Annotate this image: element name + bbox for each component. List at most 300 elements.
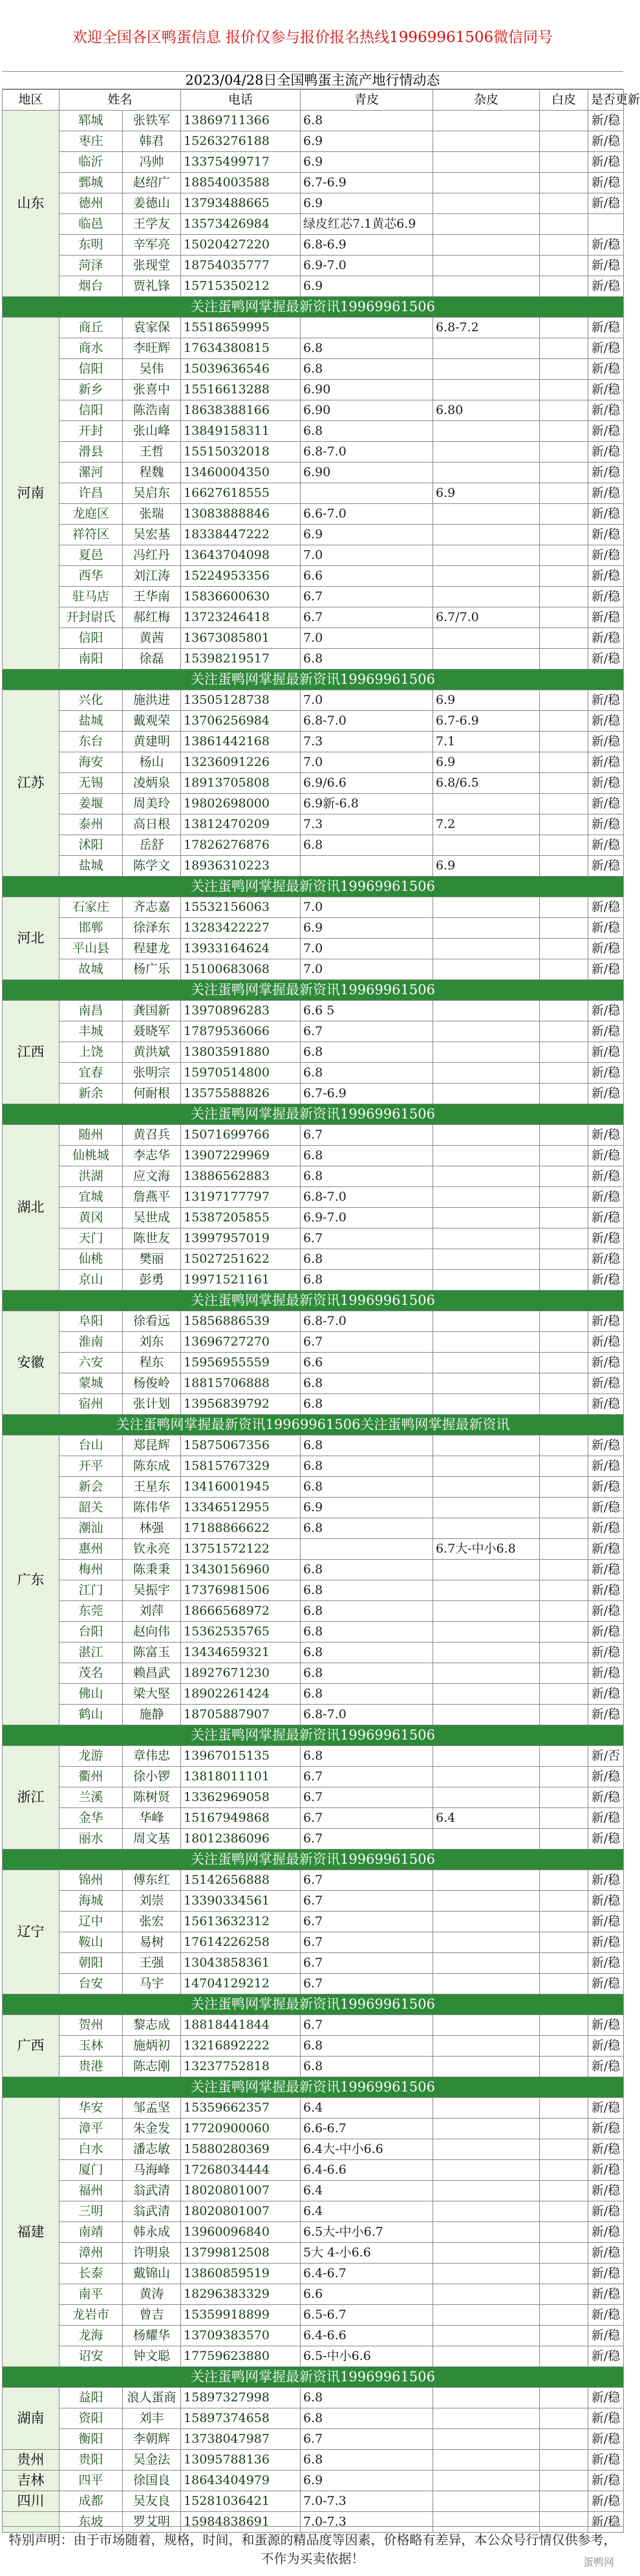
green-shell-price: 6.8 <box>301 1435 433 1456</box>
mixed-shell-price <box>433 628 540 649</box>
city-cell: 西华 <box>59 566 123 587</box>
mixed-shell-price <box>433 2160 540 2181</box>
city-cell: 金华 <box>59 1808 123 1829</box>
mixed-shell-price <box>433 1953 540 1974</box>
table-row <box>3 359 624 380</box>
table-row <box>3 173 624 193</box>
mixed-shell-price: 6.80 <box>433 400 540 421</box>
green-shell-price: 6.7 <box>301 1829 433 1850</box>
update-status <box>588 214 624 235</box>
table-row <box>3 1001 624 1021</box>
contact-name: 马海峰 <box>123 2160 181 2181</box>
city-cell: 华安 <box>59 2098 123 2119</box>
mixed-shell-price <box>433 2036 540 2057</box>
mixed-shell-price: 6.4 <box>433 1808 540 1829</box>
city-cell: 江门 <box>59 1580 123 1601</box>
mixed-shell-price <box>433 1498 540 1518</box>
city-cell: 枣庄 <box>59 131 123 152</box>
table-row <box>3 2015 624 2036</box>
update-status: 新/稳 <box>588 628 624 649</box>
phone-number: 15398219517 <box>181 649 301 670</box>
phone-number: 13460004350 <box>181 463 301 483</box>
table-row <box>3 152 624 173</box>
phone-number: 13362969058 <box>181 1787 301 1808</box>
green-shell-price: 6.5-6.7 <box>301 2305 433 2326</box>
contact-name: 徐磊 <box>123 649 181 670</box>
green-shell-price: 6.8 <box>301 1394 433 1415</box>
mixed-shell-price <box>433 1870 540 1891</box>
update-status: 新/稳 <box>588 1435 624 1456</box>
ad-banner: 关注蛋鸭网掌握最新资讯19969961506 <box>3 1994 624 2015</box>
table-row <box>3 835 624 856</box>
phone-number: 13573426984 <box>181 214 301 235</box>
green-shell-price: 6.8 <box>301 1684 433 1705</box>
white-shell-price <box>540 193 588 214</box>
phone-number: 18705887907 <box>181 1705 301 1725</box>
green-shell-price: 6.7-6.9 <box>301 1084 433 1104</box>
contact-name: 赵向伟 <box>123 1622 181 1643</box>
update-status: 新/稳 <box>588 1063 624 1084</box>
phone-number: 13751572122 <box>181 1539 301 1560</box>
contact-name: 华峰 <box>123 1808 181 1829</box>
white-shell-price <box>540 566 588 587</box>
mixed-shell-price <box>433 2450 540 2471</box>
region-label: 河南 <box>3 318 59 670</box>
mixed-shell-price <box>433 1146 540 1166</box>
white-shell-price <box>540 1622 588 1643</box>
green-shell-price: 6.4-6.6 <box>301 2160 433 2181</box>
green-shell-price: 6.8 <box>301 1146 433 1166</box>
table-row <box>3 1166 624 1187</box>
phone-number: 18913705808 <box>181 773 301 794</box>
banner-text: 欢迎全国各区鸭蛋信息 报价仅参与报价报名热线19969961506微信同号 <box>72 28 553 46</box>
white-shell-price <box>540 1477 588 1498</box>
phone-number: 15984838691 <box>181 2512 301 2533</box>
contact-name: 陈秉秉 <box>123 1560 181 1580</box>
green-shell-price: 6.8 <box>301 1373 433 1394</box>
table-row <box>3 2036 624 2057</box>
green-shell-price: 6.7 <box>301 1228 433 1249</box>
table-row <box>3 2429 624 2450</box>
phone-number: 18012386096 <box>181 1829 301 1850</box>
white-shell-price <box>540 152 588 173</box>
city-cell: 仙桃城 <box>59 1146 123 1166</box>
phone-number: 13723246418 <box>181 607 301 628</box>
contact-name: 张现堂 <box>123 256 181 276</box>
city-cell: 滑县 <box>59 442 123 463</box>
ad-banner: 关注蛋鸭网掌握最新资讯19969961506 <box>3 2077 624 2098</box>
region-label: 辽宁 <box>3 1870 59 1994</box>
mixed-shell-price <box>433 2243 540 2264</box>
update-status: 新/稳 <box>588 483 624 504</box>
contact-name: 徐小锣 <box>123 1767 181 1787</box>
contact-name: 贾礼锋 <box>123 276 181 297</box>
city-cell: 姜堰 <box>59 794 123 814</box>
white-shell-price <box>540 1001 588 1021</box>
update-status: 新/稳 <box>588 2243 624 2264</box>
update-status: 新/稳 <box>588 2057 624 2077</box>
white-shell-price <box>540 1580 588 1601</box>
phone-number: 13043858361 <box>181 1953 301 1974</box>
green-shell-price: 绿皮红芯7.1黄芯6.9 <box>301 214 433 235</box>
table-row <box>3 1353 624 1373</box>
mixed-shell-price <box>433 525 540 545</box>
city-cell: 漯河 <box>59 463 123 483</box>
mixed-shell-price <box>433 173 540 193</box>
table-row <box>3 1787 624 1808</box>
mixed-shell-price <box>433 2408 540 2429</box>
city-cell: 潮汕 <box>59 1518 123 1539</box>
green-shell-price: 6.7 <box>301 1808 433 1829</box>
ad-banner-row <box>3 2077 624 2098</box>
update-status: 新/稳 <box>588 193 624 214</box>
region-label: 湖南 <box>3 2388 59 2450</box>
green-shell-price: 6.9 <box>301 918 433 939</box>
contact-name: 张铁军 <box>123 111 181 131</box>
contact-name: 施洪进 <box>123 690 181 711</box>
region-label: 河北 <box>3 897 59 980</box>
update-status: 新/否 <box>588 1746 624 1767</box>
phone-number: 13197177797 <box>181 1187 301 1208</box>
phone-number: 13346512955 <box>181 1498 301 1518</box>
region-label: 湖北 <box>3 1125 59 1291</box>
ad-banner-row <box>3 1725 624 1746</box>
white-shell-price <box>540 131 588 152</box>
city-cell: 上饶 <box>59 1042 123 1063</box>
city-cell: 六安 <box>59 1353 123 1373</box>
region-label: 安徽 <box>3 1311 59 1415</box>
mixed-shell-price <box>433 2284 540 2305</box>
mixed-shell-price <box>433 1932 540 1953</box>
city-cell: 龙岩市 <box>59 2305 123 2326</box>
update-status: 新/稳 <box>588 752 624 773</box>
phone-number: 15715350212 <box>181 276 301 297</box>
date-title: 2023/04/28日全国鸭蛋主流产地行情动态 <box>2 72 623 89</box>
green-shell-price: 6.9 <box>301 525 433 545</box>
mixed-shell-price <box>433 794 540 814</box>
update-status: 新/稳 <box>588 2201 624 2222</box>
phone-number: 13216892222 <box>181 2036 301 2057</box>
phone-number: 13390334561 <box>181 1891 301 1912</box>
header-name: 姓名 <box>59 90 181 111</box>
phone-number: 13083888846 <box>181 504 301 525</box>
update-status: 新/稳 <box>588 442 624 463</box>
mixed-shell-price <box>433 2388 540 2408</box>
contact-name: 陈学文 <box>123 856 181 877</box>
green-shell-price: 7.0 <box>301 897 433 918</box>
mixed-shell-price <box>433 2015 540 2036</box>
phone-number: 13860859519 <box>181 2264 301 2284</box>
green-shell-price: 6.7 <box>301 1021 433 1042</box>
phone-number: 18020801007 <box>181 2181 301 2201</box>
update-status: 新/稳 <box>588 1808 624 1829</box>
update-status: 新/稳 <box>588 380 624 400</box>
update-status: 新/稳 <box>588 2429 624 2450</box>
mixed-shell-price <box>433 1001 540 1021</box>
city-cell: 沭阳 <box>59 835 123 856</box>
mixed-shell-price <box>433 1477 540 1498</box>
city-cell: 信阳 <box>59 628 123 649</box>
table-row <box>3 1063 624 1084</box>
mixed-shell-price: 7.2 <box>433 814 540 835</box>
phone-number: 15956955559 <box>181 1353 301 1373</box>
city-cell: 龙庭区 <box>59 504 123 525</box>
update-status: 新/稳 <box>588 1042 624 1063</box>
table-row <box>3 131 624 152</box>
green-shell-price: 5大 4-小6.6 <box>301 2243 433 2264</box>
green-shell-price: 6.90 <box>301 380 433 400</box>
contact-name: 程建龙 <box>123 939 181 959</box>
table-row <box>3 1456 624 1477</box>
table-row <box>3 2491 624 2512</box>
white-shell-price <box>540 1829 588 1850</box>
white-shell-price <box>540 1684 588 1705</box>
phone-number: 13430156960 <box>181 1560 301 1580</box>
mixed-shell-price <box>433 1353 540 1373</box>
update-status: 新/稳 <box>588 773 624 794</box>
mixed-shell-price <box>433 2201 540 2222</box>
mixed-shell-price <box>433 1643 540 1663</box>
white-shell-price <box>540 1953 588 1974</box>
contact-name: 岳舒 <box>123 835 181 856</box>
white-shell-price <box>540 2015 588 2036</box>
white-shell-price <box>540 2450 588 2471</box>
table-row <box>3 2264 624 2284</box>
green-shell-price: 6.8-7.0 <box>301 442 433 463</box>
ad-banner: 关注蛋鸭网掌握最新资讯19969961506 <box>3 1725 624 1746</box>
contact-name: 张明宗 <box>123 1063 181 1084</box>
phone-number: 15897374658 <box>181 2408 301 2429</box>
ad-banner-row <box>3 877 624 897</box>
contact-name: 陈浩南 <box>123 400 181 421</box>
white-shell-price <box>540 2243 588 2264</box>
update-status: 新/稳 <box>588 1332 624 1353</box>
white-shell-price <box>540 318 588 338</box>
green-shell-price: 6.8 <box>301 1456 433 1477</box>
white-shell-price <box>540 235 588 256</box>
white-shell-price <box>540 483 588 504</box>
table-row <box>3 628 624 649</box>
phone-number: 15027251622 <box>181 1249 301 1270</box>
contact-name: 黎志成 <box>123 2015 181 2036</box>
update-status: 新/稳 <box>588 2491 624 2512</box>
green-shell-price: 6.7 <box>301 2429 433 2450</box>
white-shell-price <box>540 214 588 235</box>
green-shell-price: 6.90 <box>301 463 433 483</box>
white-shell-price <box>540 1518 588 1539</box>
region-label: 广西 <box>3 2015 59 2077</box>
contact-name: 张计划 <box>123 1394 181 1415</box>
update-status: 新/稳 <box>588 2119 624 2139</box>
contact-name: 杨俊岭 <box>123 1373 181 1394</box>
ad-banner: 关注蛋鸭网掌握最新资讯19969961506 <box>3 1850 624 1870</box>
contact-name: 陈世友 <box>123 1228 181 1249</box>
phone-number: 15142656888 <box>181 1870 301 1891</box>
green-shell-price: 7.0-7.3 <box>301 2491 433 2512</box>
white-shell-price <box>540 2098 588 2119</box>
update-status: 新/稳 <box>588 1974 624 1994</box>
green-shell-price: 6.8 <box>301 1518 433 1539</box>
green-shell-price: 6.6 <box>301 2284 433 2305</box>
city-cell: 阜阳 <box>59 1311 123 1332</box>
update-status: 新/稳 <box>588 959 624 980</box>
green-shell-price: 6.7 <box>301 1870 433 1891</box>
mixed-shell-price <box>433 918 540 939</box>
green-shell-price: 6.7 <box>301 1953 433 1974</box>
white-shell-price <box>540 1311 588 1332</box>
mixed-shell-price <box>433 1373 540 1394</box>
city-cell: 衡阳 <box>59 2429 123 2450</box>
mixed-shell-price <box>433 214 540 235</box>
white-shell-price <box>540 1808 588 1829</box>
contact-name: 何耐根 <box>123 1084 181 1104</box>
white-shell-price <box>540 856 588 877</box>
ad-banner-row <box>3 1850 624 1870</box>
table-row <box>3 2098 624 2119</box>
contact-name: 彭勇 <box>123 1270 181 1291</box>
ad-banner-row <box>3 980 624 1001</box>
phone-number: 13956839792 <box>181 1394 301 1415</box>
ad-banner-row <box>3 670 624 690</box>
phone-number: 13375499717 <box>181 152 301 173</box>
update-status: 新/稳 <box>588 690 624 711</box>
green-shell-price: 6.8 <box>301 1643 433 1663</box>
update-status: 新/稳 <box>588 235 624 256</box>
region-label: 山东 <box>3 111 59 297</box>
white-shell-price <box>540 2036 588 2057</box>
white-shell-price <box>540 400 588 421</box>
city-cell: 东明 <box>59 235 123 256</box>
white-shell-price <box>540 111 588 131</box>
white-shell-price <box>540 835 588 856</box>
update-status: 新/稳 <box>588 2326 624 2346</box>
green-shell-price: 6.8-7.0 <box>301 1187 433 1208</box>
update-status: 新/稳 <box>588 1311 624 1332</box>
white-shell-price <box>540 752 588 773</box>
green-shell-price: 6.9/6.6 <box>301 773 433 794</box>
contact-name: 黄建明 <box>123 732 181 752</box>
region-label: 江苏 <box>3 690 59 877</box>
white-shell-price <box>540 504 588 525</box>
white-shell-price <box>540 711 588 732</box>
update-status: 新/稳 <box>588 1891 624 1912</box>
city-cell: 商水 <box>59 338 123 359</box>
white-shell-price <box>540 649 588 670</box>
city-cell: 信阳 <box>59 400 123 421</box>
update-status: 新/稳 <box>588 421 624 442</box>
phone-number: 13869711366 <box>181 111 301 131</box>
phone-number: 17614226258 <box>181 1932 301 1953</box>
table-row <box>3 587 624 607</box>
table-row <box>3 959 624 980</box>
mixed-shell-price <box>433 1622 540 1643</box>
phone-number: 15613632312 <box>181 1912 301 1932</box>
ad-banner-row <box>3 2367 624 2388</box>
table-row <box>3 897 624 918</box>
table-row <box>3 1870 624 1891</box>
phone-number: 15897327998 <box>181 2388 301 2408</box>
contact-name: 许明泉 <box>123 2243 181 2264</box>
contact-name: 冯帅 <box>123 152 181 173</box>
phone-number: 17634380815 <box>181 338 301 359</box>
city-cell: 故城 <box>59 959 123 980</box>
contact-name: 聂晓军 <box>123 1021 181 1042</box>
table-row <box>3 1974 624 1994</box>
white-shell-price <box>540 1643 588 1663</box>
contact-name: 张瑞 <box>123 504 181 525</box>
white-shell-price <box>540 1228 588 1249</box>
phone-number: 19971521161 <box>181 1270 301 1291</box>
update-status: 新/稳 <box>588 732 624 752</box>
ad-banner-row <box>3 1104 624 1125</box>
mixed-shell-price <box>433 152 540 173</box>
city-cell: 锦州 <box>59 1870 123 1891</box>
contact-name: 王学友 <box>123 214 181 235</box>
city-cell: 东莞 <box>59 1601 123 1622</box>
mixed-shell-price <box>433 2181 540 2201</box>
phone-number: 15532156063 <box>181 897 301 918</box>
city-cell: 仙桃 <box>59 1249 123 1270</box>
update-status: 新/稳 <box>588 1001 624 1021</box>
update-status: 新/稳 <box>588 359 624 380</box>
phone-number: 18338447222 <box>181 525 301 545</box>
contact-name: 韩永成 <box>123 2222 181 2243</box>
green-shell-price: 6.8 <box>301 1270 433 1291</box>
table-row <box>3 2139 624 2160</box>
green-shell-price <box>301 318 433 338</box>
header-banner <box>2 0 623 72</box>
white-shell-price <box>540 1270 588 1291</box>
green-shell-price: 7.0 <box>301 628 433 649</box>
contact-name: 戴观荣 <box>123 711 181 732</box>
green-shell-price: 6.8-6.9 <box>301 235 433 256</box>
phone-number: 15815767329 <box>181 1456 301 1477</box>
green-shell-price: 6.9 <box>301 152 433 173</box>
city-cell: 兴化 <box>59 690 123 711</box>
phone-number: 15281036421 <box>181 2491 301 2512</box>
city-cell: 海安 <box>59 752 123 773</box>
update-status: 新/稳 <box>588 1932 624 1953</box>
mixed-shell-price <box>433 2222 540 2243</box>
city-cell: 宜城 <box>59 1187 123 1208</box>
phone-number: 13236091226 <box>181 752 301 773</box>
update-status: 新/稳 <box>588 1787 624 1808</box>
table-row <box>3 1021 624 1042</box>
mixed-shell-price <box>433 1228 540 1249</box>
table-row <box>3 380 624 400</box>
phone-number: 18296383329 <box>181 2284 301 2305</box>
green-shell-price: 6.8 <box>301 835 433 856</box>
table-row <box>3 1394 624 1415</box>
city-cell: 三明 <box>59 2201 123 2222</box>
green-shell-price: 6.4大-中小6.6 <box>301 2139 433 2160</box>
mixed-shell-price <box>433 1580 540 1601</box>
table-row <box>3 649 624 670</box>
contact-name: 李旺辉 <box>123 338 181 359</box>
table-row <box>3 732 624 752</box>
mixed-shell-price <box>433 1166 540 1187</box>
update-status: 新/稳 <box>588 338 624 359</box>
city-cell: 新余 <box>59 1084 123 1104</box>
update-status: 新/稳 <box>588 400 624 421</box>
white-shell-price <box>540 2326 588 2346</box>
green-shell-price: 6.8 <box>301 2036 433 2057</box>
mixed-shell-price <box>433 835 540 856</box>
white-shell-price <box>540 442 588 463</box>
white-shell-price <box>540 732 588 752</box>
white-shell-price <box>540 2284 588 2305</box>
ad-banner: 关注蛋鸭网掌握最新资讯19969961506 <box>3 2367 624 2388</box>
